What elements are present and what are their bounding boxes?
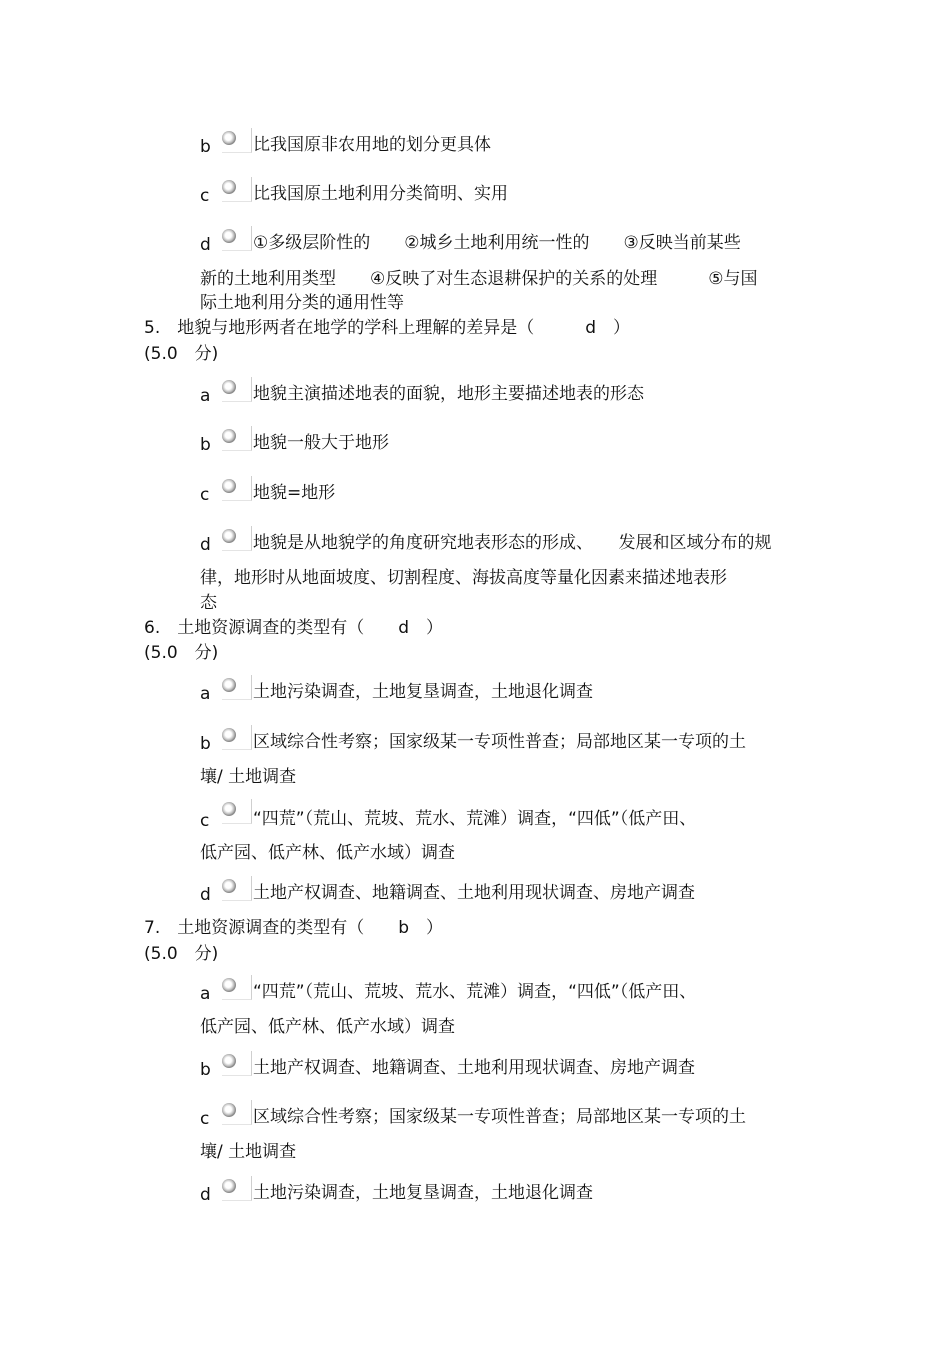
radio-button-q7-a[interactable] [222, 978, 236, 992]
option-text: “四荒”（荒山、荒坡、荒水、荒滩）调查，“四低”（低产田、 [253, 982, 697, 1002]
radio-button-q6-d[interactable] [222, 879, 236, 893]
question-text: 7. 土地资源调查的类型有（ b ） [144, 918, 444, 938]
radio-button-q5-d[interactable] [222, 529, 236, 543]
radio-button-q6-c[interactable] [222, 802, 236, 816]
question-score: (5.0 分) [144, 944, 219, 964]
option-letter: d [200, 235, 211, 255]
option-text: ①多级层阶性的 ②城乡土地利用统一性的 ③反映当前某些 [253, 233, 741, 253]
option-letter: d [200, 535, 211, 555]
option-text: 比我国原土地利用分类简明、实用 [253, 184, 508, 204]
option-text: 区域综合性考察；国家级某一专项性普查；局部地区某一专项的土 [253, 732, 746, 752]
question-score: (5.0 分) [144, 643, 219, 663]
question-score: (5.0 分) [144, 344, 219, 364]
radio-button-q7-c[interactable] [222, 1103, 236, 1117]
radio-button-q5-a[interactable] [222, 380, 236, 394]
question-text: 6. 土地资源调查的类型有（ d ） [144, 618, 444, 638]
option-letter: c [200, 186, 210, 206]
question-text: 5. 地貌与地形两者在地学的学科上理解的差异是（ d ） [144, 318, 631, 338]
option-text: 新的土地利用类型 ④反映了对生态退耕保护的关系的处理 ⑤与国 [200, 269, 758, 289]
option-letter: a [200, 984, 211, 1004]
option-letter: b [200, 137, 211, 157]
option-text: 土地污染调查，土地复垦调查，土地退化调查 [253, 682, 593, 702]
option-letter: b [200, 1060, 211, 1080]
radio-button-q4-b[interactable] [222, 131, 236, 145]
option-letter: c [200, 485, 210, 505]
option-letter: b [200, 734, 211, 754]
option-text: 地貌一般大于地形 [253, 433, 389, 453]
option-text: “四荒”（荒山、荒坡、荒水、荒滩）调查，“四低”（低产田、 [253, 809, 697, 829]
radio-button-q5-c[interactable] [222, 479, 236, 493]
option-letter: a [200, 684, 211, 704]
radio-button-q7-d[interactable] [222, 1179, 236, 1193]
option-letter: a [200, 386, 211, 406]
radio-button-q6-b[interactable] [222, 728, 236, 742]
radio-button-q4-c[interactable] [222, 180, 236, 194]
option-text: 际土地利用分类的通用性等 [200, 293, 404, 313]
option-letter: d [200, 1185, 211, 1205]
option-text: 区域综合性考察；国家级某一专项性普查；局部地区某一专项的土 [253, 1107, 746, 1127]
radio-button-q4-d[interactable] [222, 229, 236, 243]
option-text: 低产园、低产林、低产水域）调查 [200, 1017, 455, 1037]
option-text: 壤/ 土地调查 [200, 1142, 297, 1162]
option-text: 土地产权调查、地籍调查、土地利用现状调查、房地产调查 [253, 883, 695, 903]
option-text: 比我国原非农用地的划分更具体 [253, 135, 491, 155]
option-text: 土地污染调查，土地复垦调查，土地退化调查 [253, 1183, 593, 1203]
option-letter: b [200, 435, 211, 455]
option-text: 地貌主演描述地表的面貌，地形主要描述地表的形态 [253, 384, 644, 404]
option-text: 低产园、低产林、低产水域）调查 [200, 843, 455, 863]
option-text: 土地产权调查、地籍调查、土地利用现状调查、房地产调查 [253, 1058, 695, 1078]
radio-button-q7-b[interactable] [222, 1054, 236, 1068]
option-text: 地貌=地形 [253, 483, 336, 503]
radio-button-q6-a[interactable] [222, 678, 236, 692]
radio-button-q5-b[interactable] [222, 429, 236, 443]
option-letter: d [200, 885, 211, 905]
option-text: 壤/ 土地调查 [200, 767, 297, 787]
option-letter: c [200, 811, 210, 831]
option-text: 态 [200, 593, 217, 613]
option-letter: c [200, 1109, 210, 1129]
option-text: 地貌是从地貌学的角度研究地表形态的形成、 发展和区域分布的规 [253, 533, 772, 553]
option-text: 律，地形时从地面坡度、切割程度、海拔高度等量化因素来描述地表形 [200, 568, 727, 588]
